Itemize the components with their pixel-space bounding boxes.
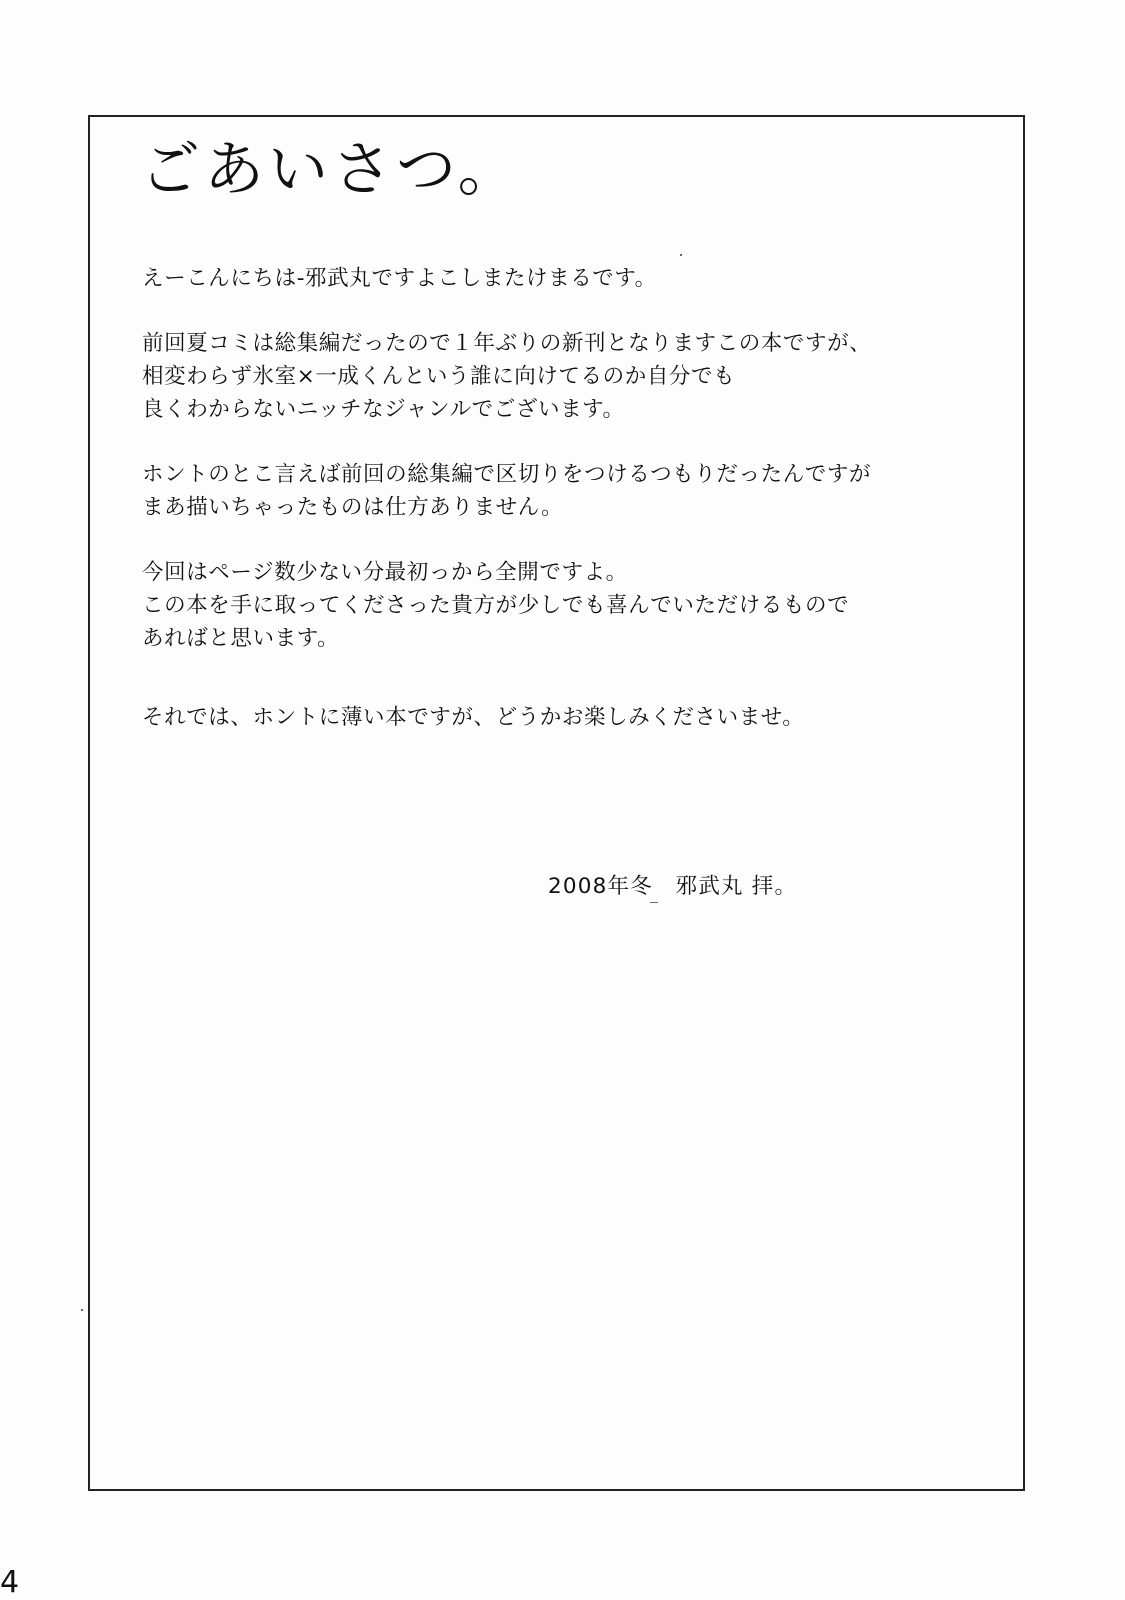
paragraph-closing <box>142 701 1002 734</box>
page-number: 4 <box>0 1565 20 1600</box>
text-line: 良くわからないニッチなジャンルでございます。 <box>142 397 625 422</box>
text-line: あればと思います。 <box>142 626 340 651</box>
text-line: ホントのとこ言えば前回の総集編で区切りをつけるつもりだったんですが <box>142 462 872 487</box>
text-line: この本を手に取ってくださった貴方が少しでも喜んでいただけるもので <box>142 593 850 618</box>
paragraph-this-time <box>142 556 1002 655</box>
scan-speck <box>650 902 658 903</box>
paragraph-honestly <box>142 458 1002 524</box>
signature: 2008年冬 邪武丸 拝。 <box>548 874 798 899</box>
text-line: それでは、ホントに薄い本ですが、どうかお楽しみくださいませ。 <box>142 705 805 730</box>
text-line: 今回はページ数少ない分最初っから全開ですよ。 <box>142 560 628 585</box>
text-line: えーこんにちは-邪武丸ですよこしまたけまるです。 <box>142 266 657 291</box>
text-line: 相変わらず氷室×一成くんという誰に向けてるのか自分でも <box>142 364 736 389</box>
scan-speck <box>81 1309 83 1311</box>
page-title: ごあいさつ。 <box>140 135 522 205</box>
greeting-body <box>142 262 1002 766</box>
paragraph-intro <box>142 262 1002 295</box>
scan-speck <box>680 254 682 256</box>
text-line: 前回夏コミは総集編だったので１年ぶりの新刊となりますこの本ですが、 <box>142 331 872 356</box>
paragraph-new-book <box>142 327 1002 426</box>
text-line: まあ描いちゃったものは仕方ありません。 <box>142 495 564 520</box>
